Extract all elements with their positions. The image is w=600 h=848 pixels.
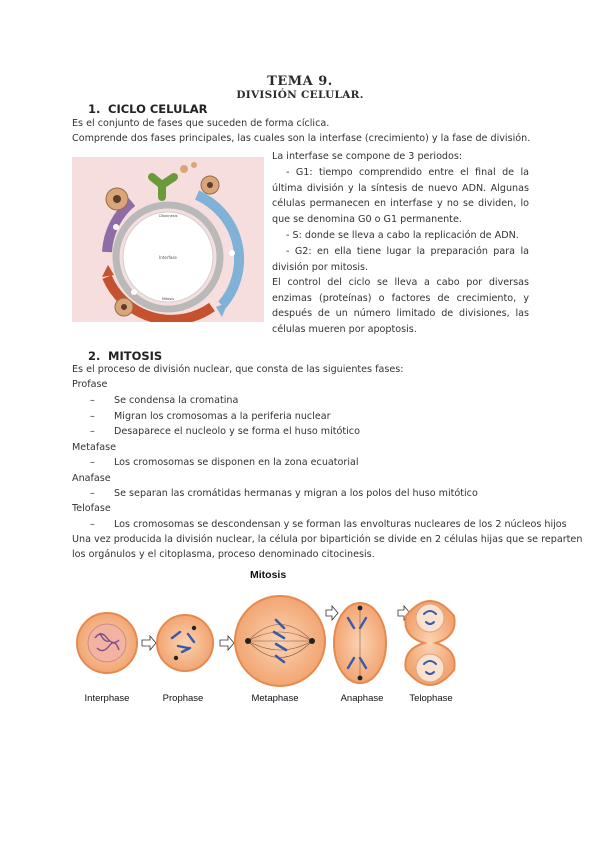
mitosis-figure-title: Mitosis [250,569,287,581]
s-paragraph: - S: donde se lleva a cabo la replicación de ADN. [286,230,519,241]
arrow-icon [326,606,338,620]
section2-intro: Es el proceso de división nuclear, que consta de las siguientes fases: [72,364,404,375]
cycle-bottom-label: Mitosis [161,297,175,301]
mitosis-diagram [70,588,470,693]
label-metaphase: Metaphase [251,693,299,704]
profase-label: Profase [72,379,108,390]
control-paragraph: El control del ciclo se lleva a cabo por diversas enzimas (proteínas) o factores de crecimiento, y después de un número limitado de divisiones, las células mueren por apoptosis. [272,277,529,335]
label-prophase: Prophase [162,693,204,704]
metaphase-cell [235,596,325,686]
section1-heading: CICLO CELULAR [108,102,208,116]
anaphase-cell [334,603,386,683]
telophase-cell [405,601,454,685]
closing-line2: los orgánulos y el citoplasma, proceso denominado citocinesis. [72,549,375,560]
section2-number: 2. [88,349,101,363]
section1-line1: Es el conjunto de fases que suceden de forma cíclica. [72,118,330,129]
anafase-label: Anafase [72,473,111,484]
section2-heading: MITOSIS [108,349,163,363]
telofase-label: Telofase [72,503,111,514]
g1-paragraph: - G1: tiempo comprendido entre el final de la última división y la síntesis de nuevo ADN. Algunas células permanecen en interfase y no se dividen, lo que se denomina G0 o G1 permanente. [272,167,529,225]
label-telophase: Telophase [409,693,453,704]
anafase-item: – Se separan las cromátidas hermanas y migran a los polos del huso mitótico [90,488,478,499]
cell-cycle-svg [72,157,264,322]
telofase-item: – Los cromosomas se descondensan y se forman las envolturas nucleares de los 2 núcleos hijos [90,519,567,530]
label-anaphase: Anaphase [340,693,384,704]
closing-line1: Una vez producida la división nuclear, la célula por bipartición se divide en 2 células hijas que se reparten [72,534,583,545]
label-interphase: Interphase [84,693,130,704]
profase-item: – Migran los cromosomas a la periferia nuclear [90,411,331,422]
page-subtitle: DIVISIÓN CELULAR. [236,89,364,101]
metafase-item: – Los cromosomas se disponen en la zona ecuatorial [90,457,359,468]
interphase-intro: La interfase se compone de 3 periodos: [272,151,463,162]
interphase-cell [77,613,137,673]
section1-number: 1. [88,102,101,116]
profase-item: – Desaparece el nucleolo y se forma el huso mitótico [90,426,360,437]
cell-cycle-diagram [72,157,264,322]
cycle-top-label: Citocinesis [158,214,178,218]
g2-paragraph: - G2: en ella tiene lugar la preparación para la división por mitosis. [272,246,529,273]
mitosis-svg [70,588,470,693]
arrow-icon [142,636,156,650]
arrow-icon [220,636,234,650]
section1-line2: Comprende dos fases principales, las cuales son la interfase (crecimiento) y la fase de división. [72,133,531,144]
metafase-label: Metafase [72,442,116,453]
cycle-inner-label: Interfase [159,255,177,260]
page-title: TEMA 9. [267,74,333,89]
prophase-cell [157,615,213,671]
profase-item: – Se condensa la cromatina [90,395,239,406]
